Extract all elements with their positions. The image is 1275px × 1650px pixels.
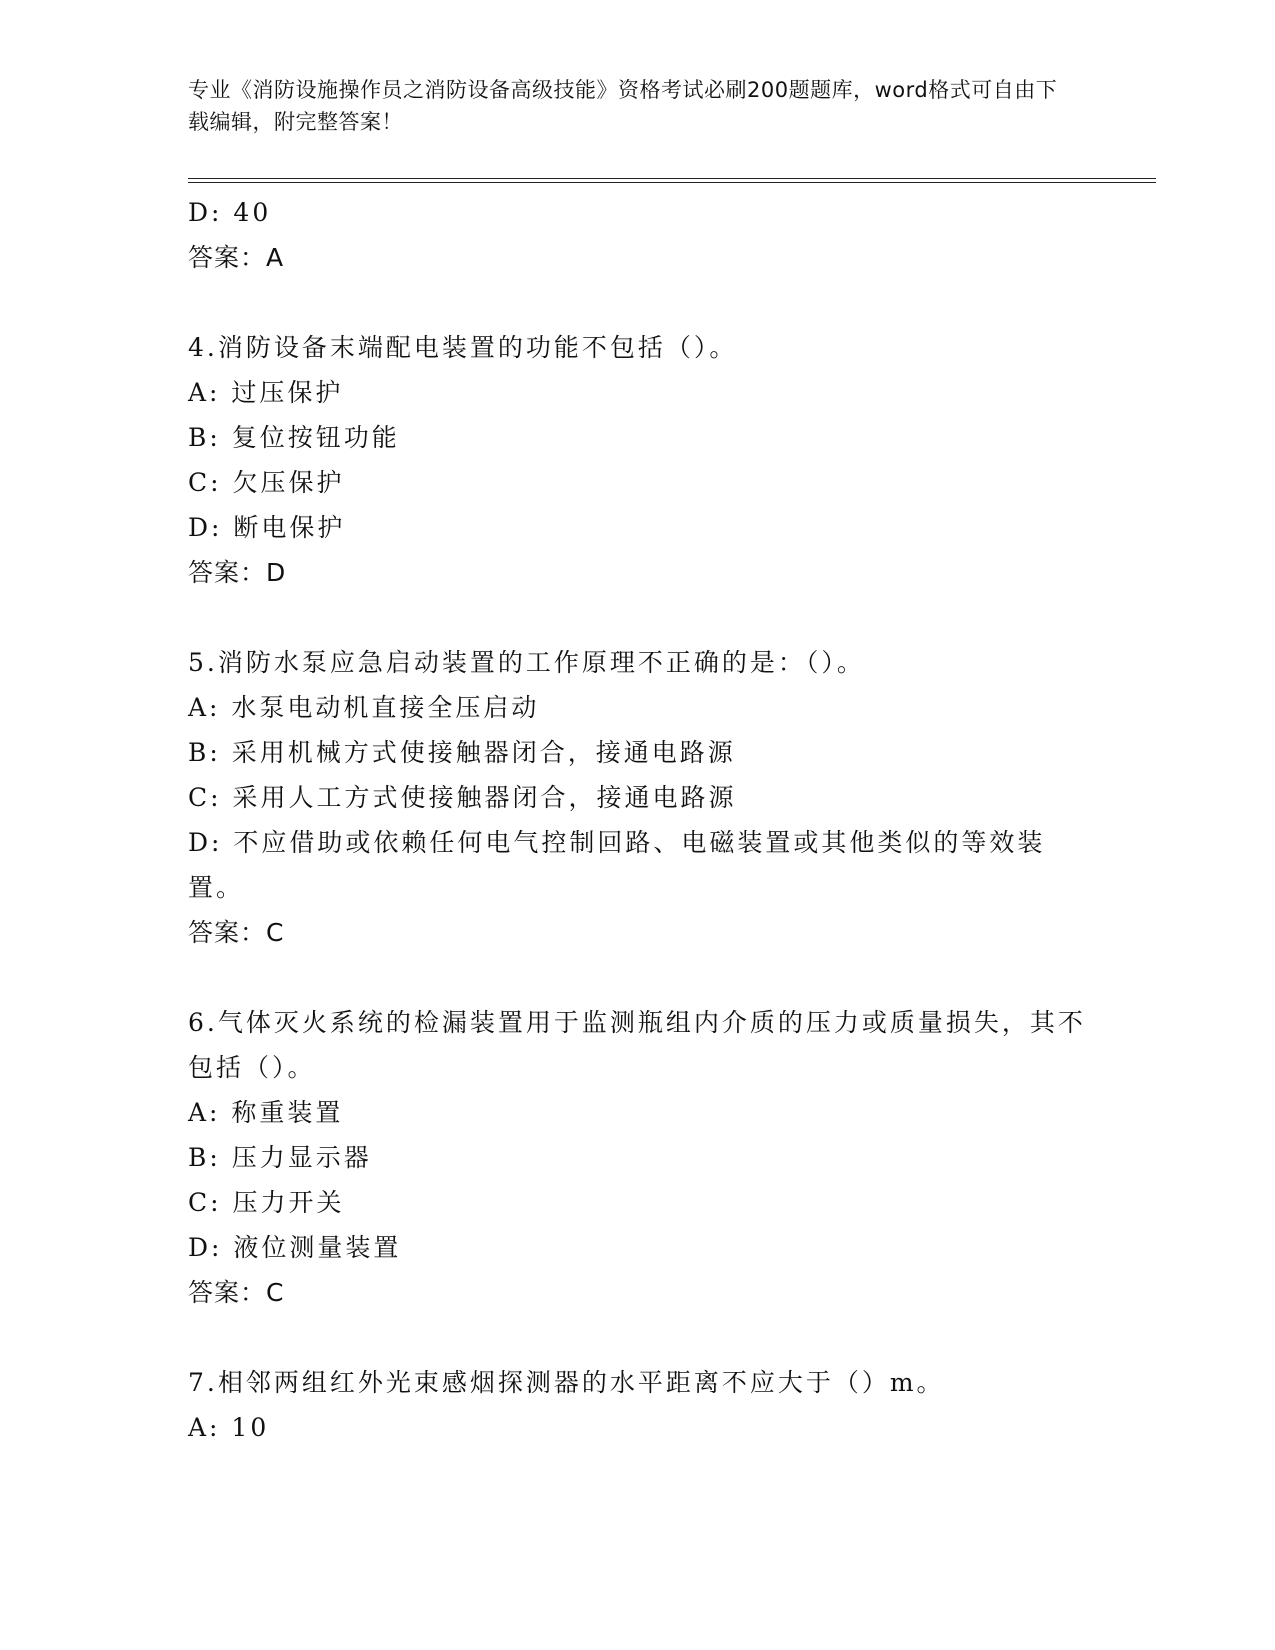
spacer: [188, 1315, 1088, 1360]
question-stem: 5.消防水泵应急启动装置的工作原理不正确的是：（）。: [188, 648, 865, 677]
option-c: C: 欠压保护: [188, 468, 345, 497]
option-c: C: 采用人工方式使接触器闭合，接通电路源: [188, 783, 737, 812]
spacer: [188, 955, 1088, 1000]
spacer: [188, 595, 1088, 640]
option-d: D: 40: [188, 198, 272, 227]
option-a: A: 水泵电动机直接全压启动: [188, 693, 540, 722]
option-a: A: 10: [188, 1413, 270, 1442]
question-7: [188, 1360, 1088, 1450]
option-d: D: 不应借助或依赖任何电气控制回路、电磁装置或其他类似的等效装置。: [188, 828, 1046, 902]
question-5: [188, 640, 1088, 955]
answer-line: 答案：C: [188, 918, 285, 947]
header-divider-top: [188, 178, 1156, 179]
option-b: B: 采用机械方式使接触器闭合，接通电路源: [188, 738, 736, 767]
option-a: A: 称重装置: [188, 1098, 344, 1127]
question-list: [188, 190, 1088, 1450]
question-6: [188, 1000, 1088, 1315]
answer-line: 答案：D: [188, 558, 287, 587]
option-b: B: 压力显示器: [188, 1143, 372, 1172]
question-stem: 6.气体灭火系统的检漏装置用于监测瓶组内介质的压力或质量损失，其不包括（）。: [188, 1008, 1086, 1082]
option-d: D: 液位测量装置: [188, 1233, 402, 1262]
question-stem: 7.相邻两组红外光束感烟探测器的水平距离不应大于（）m。: [188, 1368, 945, 1397]
document-header: 专业《消防设施操作员之消防设备高级技能》资格考试必刷200题题库，word格式可自由下载编辑，附完整答案！: [188, 78, 1058, 134]
spacer: [188, 280, 1088, 325]
header-divider-bottom: [188, 182, 1156, 183]
option-c: C: 压力开关: [188, 1188, 345, 1217]
question-4: [188, 325, 1088, 595]
answer-line: 答案：C: [188, 1278, 285, 1307]
option-b: B: 复位按钮功能: [188, 423, 400, 452]
option-d: D: 断电保护: [188, 513, 346, 542]
option-a: A: 过压保护: [188, 378, 344, 407]
question-stem: 4.消防设备末端配电装置的功能不包括（）。: [188, 333, 738, 362]
answer-line: 答案：A: [188, 243, 285, 272]
